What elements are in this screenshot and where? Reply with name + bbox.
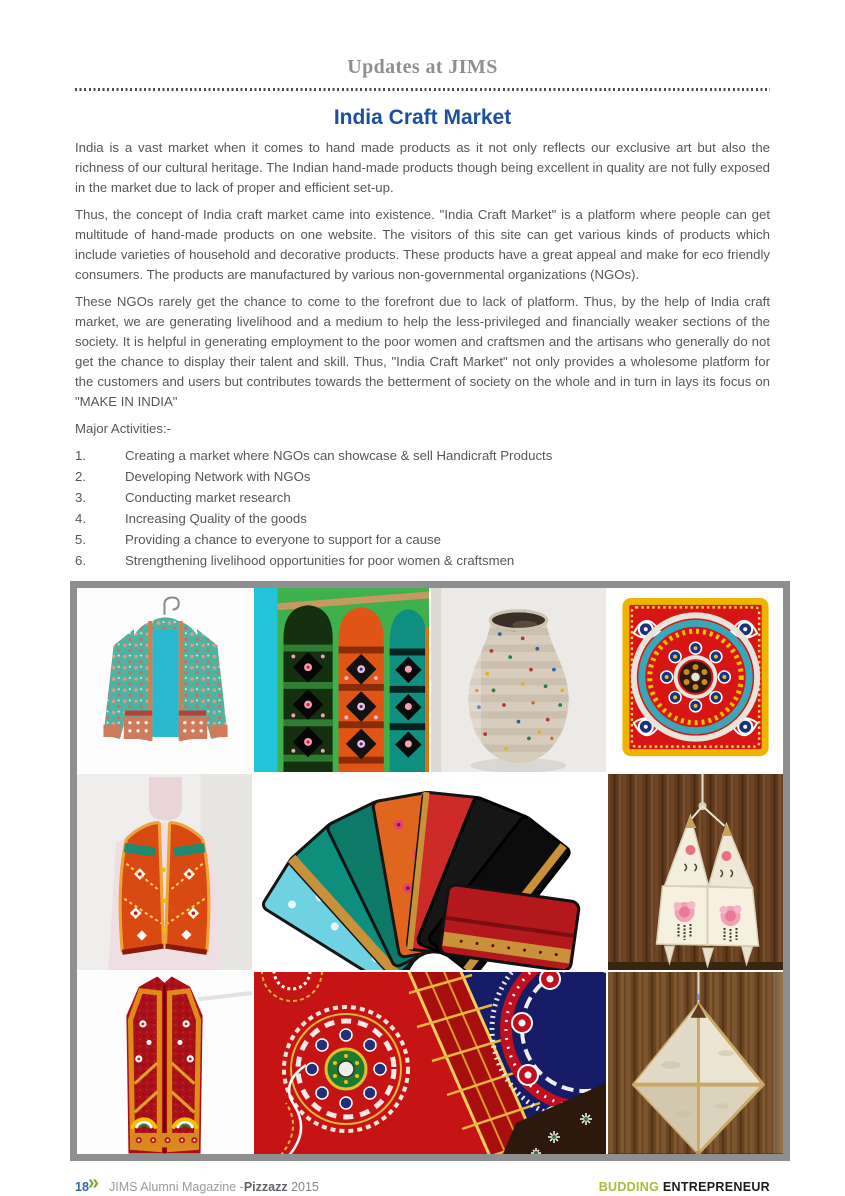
activity-item: [75, 530, 770, 550]
mandala-textile-image: [608, 588, 783, 772]
section-brand: [599, 1180, 770, 1194]
brand-entrepreneur: ENTREPRENEUR: [662, 1180, 770, 1194]
photo-embroidered-vest-mannequin: [77, 774, 252, 970]
photo-recycled-paper-vase: [431, 588, 606, 772]
dotted-divider: [75, 88, 770, 91]
page-number: 18: [75, 1180, 89, 1194]
activity-item: [75, 446, 770, 466]
page-section-title: Updates at JIMS: [347, 56, 498, 78]
activity-item: [75, 488, 770, 508]
photo-embroidered-wall-hangings: [254, 588, 429, 772]
photo-embroidered-jacket: [77, 588, 252, 772]
photo-red-embroidered-vest: [77, 972, 252, 1154]
magazine-name: [109, 1180, 319, 1194]
brand-budding: BUDDING: [598, 1180, 660, 1194]
activities-heading: Major Activities:-: [75, 421, 171, 436]
activity-item: [75, 467, 770, 487]
activity-text: Developing Network with NGOs: [125, 469, 311, 484]
activity-number: 6.: [75, 553, 86, 568]
activity-number: 5.: [75, 532, 86, 547]
magazine-name-prefix: JIMS Alumni Magazine -: [109, 1180, 244, 1194]
activity-item: [75, 509, 770, 529]
activity-number: 4.: [75, 511, 86, 526]
activity-number: 2.: [75, 469, 86, 484]
double-chevron-right-icon: »: [87, 1172, 98, 1194]
article-paragraph: Thus, the concept of India craft market came into existence. "India Craft Market" is a platform where people can get multitude of hand-made products on one website. The visitors of this site can get various kinds of products which include varieties of household and decorative products. These products have a great appeal and make for eco friendly consumers. The products are manufactured by various non-governmental organizations (NGOs).: [75, 207, 770, 282]
activity-text: Increasing Quality of the goods: [125, 511, 307, 526]
embroidery-closeup-image: [254, 972, 606, 1154]
paper-vase-image: [431, 588, 606, 772]
activity-text: Conducting market research: [125, 490, 291, 505]
article-title: India Craft Market: [333, 106, 512, 129]
article-paragraph: India is a vast market when it comes to hand made products as it not only reflects our exclusive art but also the richness of our cultural heritage. The Indian hand-made products though being excellent in quality are not fully exposed in the market due to lack of proper and efficient set-up.: [75, 140, 770, 195]
activity-text: Strengthening livelihood opportunities for poor women & craftsmen: [125, 553, 515, 568]
photo-paper-lantern-square: [608, 774, 783, 970]
photo-fabric-clutch-purses: [254, 774, 606, 970]
activity-text: Providing a chance to everyone to support for a cause: [125, 532, 441, 547]
embroidered-jacket-image: [77, 588, 252, 772]
page-footer: [75, 1172, 770, 1196]
article-paragraph: These NGOs rarely get the chance to come to the forefront due to lack of platform. Thus, by the help of India craft market, we are generating livelihood and a medium to help the less-privileged and financially weaker sections of the society. It is helpful in generating employment to the poor women and craftsmen and the artisans who generally do not get the chance to display their talent and skill. Thus, "India Craft Market" not only provides a wholesome platform for the customers and users but contributes towards the betterment of society on the whole and in turn in lays its focus on "MAKE IN INDIA": [75, 294, 770, 409]
magazine-name-title: Pizzazz: [243, 1180, 288, 1194]
clutch-purses-image: [254, 774, 606, 970]
red-vest-image: [77, 972, 252, 1154]
photo-embroidery-closeup: [254, 972, 606, 1154]
photo-diamond-paper-lantern: [608, 972, 783, 1154]
magazine-year: 2015: [291, 1180, 319, 1194]
photo-red-mandala-textile: [608, 588, 783, 772]
activity-item: [75, 551, 770, 571]
paper-lantern-image: [608, 774, 783, 970]
activity-text: Creating a market where NGOs can showcase & sell Handicraft Products: [125, 448, 553, 463]
activity-number: 1.: [75, 448, 86, 463]
wall-hangings-image: [254, 588, 429, 772]
footer-left: [75, 1172, 319, 1196]
photo-collage: [70, 581, 790, 1161]
activity-number: 3.: [75, 490, 86, 505]
diamond-lantern-image: [608, 972, 783, 1154]
vest-mannequin-image: [77, 774, 252, 970]
